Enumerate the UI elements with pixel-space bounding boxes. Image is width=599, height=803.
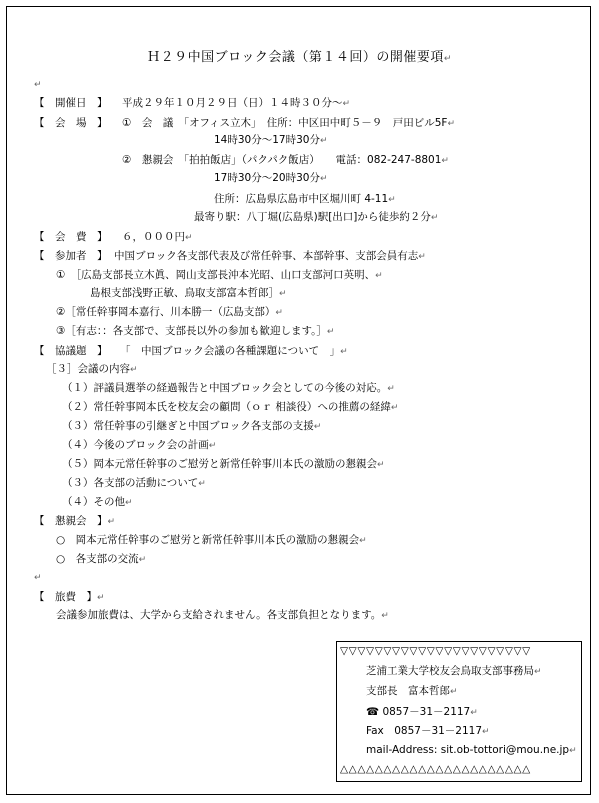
venue-meeting-time: 14時30分～17時30分↵: [214, 134, 328, 146]
agenda-heading: ［３］会議の内容↵: [46, 363, 138, 375]
topic-label: 【 協議題 】: [34, 345, 108, 357]
agenda-item: （４）今後のブロック会の計画↵: [62, 439, 217, 451]
contact-fax: Fax 0857－31－2117↵: [366, 725, 490, 737]
contact-phone: ☎ 0857－31－2117↵: [366, 706, 478, 718]
date-value: 平成２９年１０月２９日（日）１４時３０分～↵: [122, 97, 351, 109]
empty-line-mark: ↵: [34, 573, 42, 583]
party-item: ○ 岡本元常任幹事のご慰労と新常任幹事川本氏の激励の懇親会↵: [56, 534, 367, 546]
participants-branch-heads: ① ［広島支部長立木眞、岡山支部長沖本光昭、山口支部河口英明、↵: [56, 269, 383, 281]
venue-label: 【 会 場 】: [34, 117, 108, 129]
participants-value: 中国ブロック各支部代表及び常任幹事、本部幹事、支部会員有志↵: [114, 250, 426, 262]
date-label: 【 開催日 】: [34, 97, 108, 109]
travel-label: 【 旅費 】↵: [34, 591, 105, 603]
contact-mail[interactable]: mail-Address: sit.ob-tottori@mou.ne.jp↵: [366, 744, 577, 756]
contact-top-border: ▽▽▽▽▽▽▽▽▽▽▽▽▽▽▽▽▽▽▽▽▽▽: [340, 645, 531, 657]
contact-organization: 芝浦工業大学校友会鳥取支部事務局↵: [366, 665, 542, 677]
venue-party: ② 懇親会 「拍拍飯店」（パクパク飯店） 電話：082-247-8801↵: [122, 154, 449, 166]
participants-standing-officers: ②［常任幹事岡本嘉行、川本勝一（広島支部）↵: [56, 306, 283, 318]
agenda-item: （３）各支部の活動について↵: [62, 477, 206, 489]
fee-value: ６，０００円↵: [122, 231, 193, 243]
venue-meeting: ① 会 議 「オフィス立木」 住所：中区田中町５－９ 戸田ビル5F↵: [122, 117, 456, 129]
agenda-item: （３）常任幹事の引継ぎと中国ブロック各支部の支援↵: [62, 420, 322, 432]
participants-label: 【 参加者 】: [34, 250, 108, 262]
phone-icon: ☎: [366, 706, 380, 718]
agenda-item: （４）その他↵: [62, 496, 133, 508]
party-item: ○ 各支部の交流↵: [56, 553, 147, 565]
venue-party-time: 17時30分～20時30分↵: [214, 172, 328, 184]
agenda-item: （１）評議員選挙の経過報告と中国ブロック会としての今後の対応。↵: [62, 382, 395, 394]
fee-label: 【 会 費 】: [34, 231, 108, 243]
topic-value: 「 中国ブロック会議の各種課題について 」↵: [120, 345, 348, 357]
contact-bottom-border: △△△△△△△△△△△△△△△△△△△△△△: [340, 763, 531, 775]
travel-value: 会議参加旅費は、大学から支給されません。各支部負担となります。↵: [56, 609, 389, 621]
venue-party-address: 住所：広島県広島市中区堀川町 4-11↵: [214, 193, 396, 205]
page-title: Ｈ２９中国ブロック会議（第１４回）の開催要項↵: [147, 50, 452, 65]
participants-branch-heads-cont: 島根支部浅野正敏、鳥取支部富本哲郎］↵: [90, 287, 287, 299]
agenda-item: （２）常任幹事岡本氏を校友会の顧問（ｏｒ 相談役）への推薦の経緯↵: [62, 401, 399, 413]
empty-line-mark: ↵: [34, 80, 42, 90]
participants-volunteers: ③［有志：：各支部で、支部長以外の参加も歓迎します。］↵: [56, 325, 335, 337]
venue-party-station: 最寄り駅：八丁堀(広島県)駅[出口]から徒歩約２分↵: [194, 211, 439, 223]
contact-person: 支部長 富本哲郎↵: [366, 685, 458, 697]
party-label: 【 懇親会 】↵: [34, 515, 116, 527]
agenda-item: （５）岡本元常任幹事のご慰労と新常任幹事川本氏の激励の懇親会↵: [62, 458, 385, 470]
